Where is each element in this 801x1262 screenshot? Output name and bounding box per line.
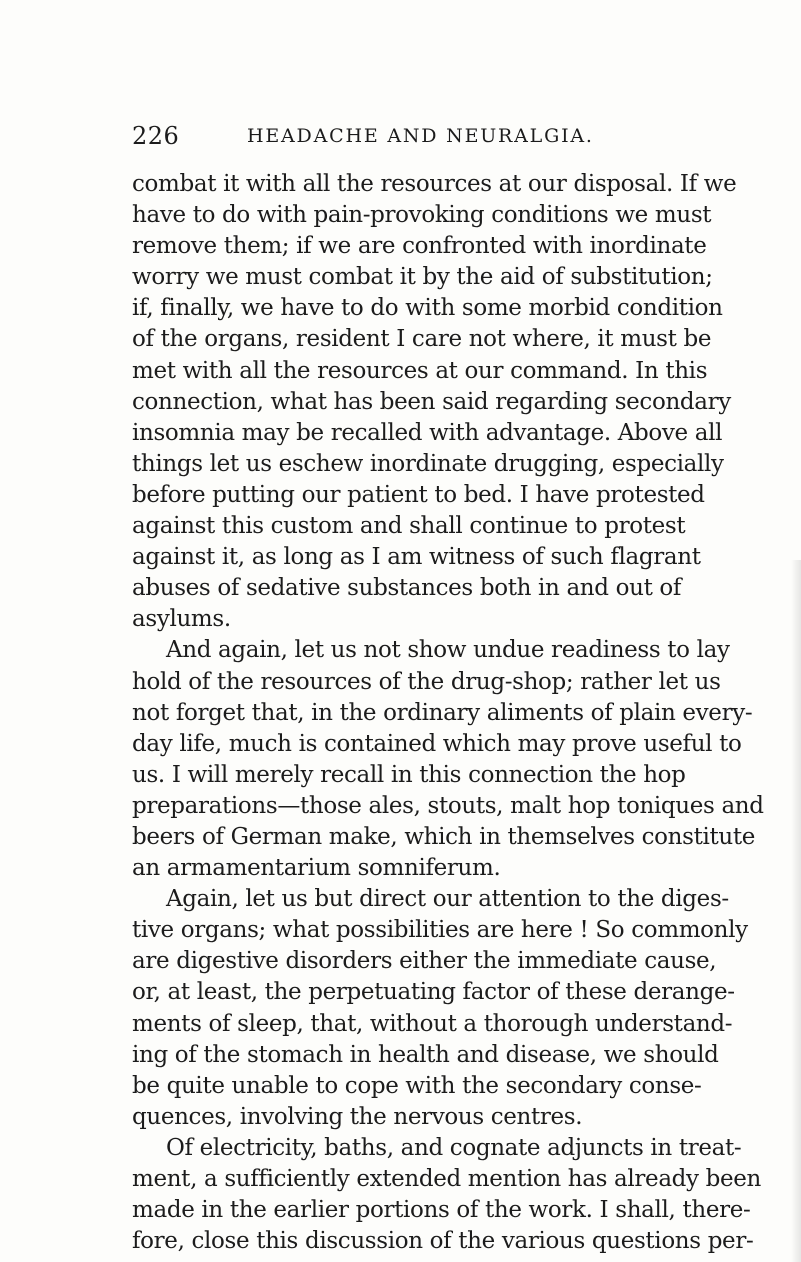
text-line: if, finally, we have to do with some morbid condition [132,295,723,322]
text-line: against this custom and shall continue to protest [132,513,686,540]
paragraph-start-line: Of electricity, baths, and cognate adjuncts in treat- [166,1134,742,1161]
text-line: be quite unable to cope with the secondary conse- [132,1072,702,1099]
text-line: abuses of sedative substances both in and out of [132,575,682,602]
text-line: ment, a sufficiently extended mention has already been [132,1166,762,1192]
text-line: fore, close this discussion of the various questions per- [132,1228,754,1255]
text-line: connection, what has been said regarding secondary [132,388,731,415]
text-line: ing of the stomach in health and disease, we should [132,1041,719,1068]
text-line: before putting our patient to bed. I have protested [132,481,705,508]
text-line: made in the earlier portions of the work. I shall, there- [132,1197,751,1224]
text-line: asylums. [132,606,231,633]
text-line: hold of the resources of the drug-shop; rather let us [132,668,721,695]
text-line: quences, involving the nervous centres. [132,1103,583,1130]
text-line: or, at least, the perpetuating factor of these derange- [132,979,735,1006]
text-line: ments of sleep, that, without a thorough understand- [132,1010,733,1037]
text-line: things let us eschew inordinate drugging, especially [132,450,724,477]
text-line: not forget that, in the ordinary aliments of plain every- [132,699,753,726]
text-line: worry we must combat it by the aid of substitution; [132,264,713,291]
text-line: combat it with all the resources at our disposal. If we [132,171,737,197]
text-line: beers of German make, which in themselves constitute [132,823,756,850]
page-header [132,122,772,154]
text-line: insomnia may be recalled with advantage. Above all [132,419,723,446]
text-line: day life, much is contained which may prove useful to [132,730,742,757]
text-line: met with all the resources at our command. In this [132,357,708,384]
paragraph-start-line: Again, let us but direct our attention to the diges- [166,886,729,913]
text-line: of the organs, resident I care not where, it must be [132,326,712,353]
text-line: preparations—those ales, stouts, malt hop toniques and [132,792,764,819]
text-line: remove them; if we are confronted with inordinate [132,233,707,260]
paragraph-start-line: And again, let us not show undue readiness to lay [166,637,730,664]
page-number: 226 [132,122,180,150]
text-line: us. I will merely recall in this connection the hop [132,761,686,788]
text-line: are digestive disorders either the immediate cause, [132,948,717,975]
text-line: against it, as long as I am witness of such flagrant [132,544,701,571]
text-line: have to do with pain-provoking conditions we must [132,202,712,229]
text-line: tive organs; what possibilities are here ! So commonly [132,917,748,944]
page-edge-shadow [791,560,801,1262]
text-line: an armamentarium somniferum. [132,855,501,882]
running-head: HEADACHE AND NEURALGIA. [247,125,594,147]
body-text [132,169,801,1257]
